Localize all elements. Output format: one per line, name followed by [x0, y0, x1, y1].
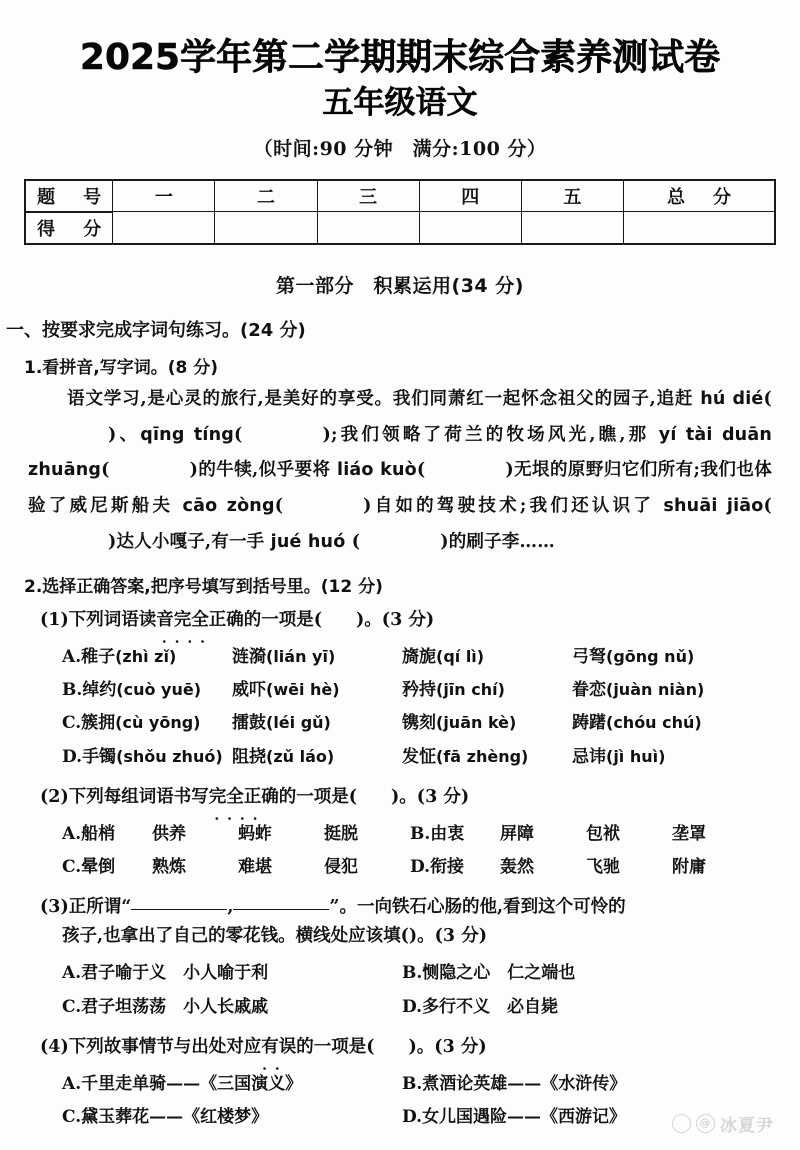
option-c-word-3-cell: 难堪 — [238, 857, 272, 878]
option-a-pinyin-4: (gōng nǔ) — [606, 647, 695, 667]
q2-1-number: (1) — [40, 610, 69, 631]
option-c[interactable] — [62, 1101, 402, 1134]
q2-3-stem-post: ”。一向铁石心肠的他,看到这个可怜的 — [329, 897, 626, 918]
option-b-word-1: 绰约 — [82, 680, 117, 701]
option-b-text: 恻隐之心 仁之端也 — [422, 963, 576, 984]
q2-1-stem-tail: )。(3 分) — [356, 610, 435, 631]
option-a-text: 君子喻于义 小人喻于利 — [81, 963, 269, 984]
option-d-pinyin-2: (zǔ láo) — [266, 746, 335, 766]
option-row-ab[interactable] — [62, 818, 800, 851]
option-d-cell-1 — [62, 741, 232, 774]
option-d-group-label — [410, 851, 500, 884]
option-b-cell-4 — [572, 674, 742, 707]
q1-pinyin-2: qīng tíng — [140, 424, 235, 445]
option-c-pinyin-2: (léi gǔ) — [266, 713, 331, 733]
option-d-word-2: 阻挠 — [232, 746, 266, 767]
option-d-word-4: 忌讳 — [572, 746, 606, 767]
option-d-text: 多行不义 必自毙 — [422, 996, 559, 1017]
question-2-title: 2.选择正确答案,把序号填写到括号里。(12 分) — [24, 577, 383, 598]
option-b-word-2-cell: 屏障 — [500, 823, 534, 844]
option-d-text: 女儿国遇险——《西游记》 — [422, 1106, 627, 1127]
q2-1-stem-emph: 读音完全正确 — [138, 610, 244, 631]
option-c-group-label — [62, 851, 152, 884]
option-a-pinyin-2: (lián yī) — [266, 647, 336, 667]
q1-pinyin-7: jué huó — [270, 532, 346, 553]
option-c-word-4: 踌躇 — [572, 713, 606, 734]
section-1-title: 一、按要求完成字词句练习。(24 分) — [6, 319, 306, 341]
score-table — [24, 179, 776, 245]
option-row-a[interactable] — [62, 641, 800, 674]
q2-1-stem-post: 的一项是( — [243, 610, 323, 631]
q1-pinyin-1: hú dié — [700, 388, 764, 409]
option-b-pinyin-2: (wēi hè) — [266, 680, 340, 700]
score-table-col-5: 五 — [521, 180, 623, 212]
option-b-cell-2 — [232, 674, 402, 707]
option-a-pinyin-3: (qí lì) — [436, 647, 485, 667]
question-2-1-options — [62, 641, 800, 774]
option-b-cell-3 — [402, 674, 572, 707]
option-b-word-3-cell: 包袱 — [586, 823, 620, 844]
q2-3-fill-blank-1[interactable] — [131, 909, 227, 910]
q2-4-stem-pre: 下列故事情节与出处对应 — [68, 1036, 262, 1057]
option-d-cell-3 — [402, 741, 572, 774]
option-c-word-4-cell: 侵犯 — [324, 857, 358, 878]
q1-text-3: );我们领略了荷兰的牧场风光,瞧,那 — [322, 424, 659, 445]
question-2-3-stem-line1 — [40, 894, 800, 921]
option-a-word-3: 旖旎 — [402, 647, 436, 668]
option-d-label: D. — [402, 996, 423, 1017]
option-a-word-1: 稚子 — [81, 647, 116, 668]
option-b-word-4: 眷恋 — [572, 680, 606, 701]
option-a-cell-2 — [232, 641, 402, 674]
q1-text-2: )、 — [108, 424, 141, 445]
score-table-col-1: 一 — [113, 180, 215, 212]
option-c-pinyin-4: (chóu chú) — [606, 713, 702, 733]
option-a-word-2: 涟漪 — [232, 647, 266, 668]
option-b-pinyin-4: (juàn niàn) — [606, 680, 705, 700]
option-b-label: B. — [410, 823, 431, 844]
option-b-word-3: 矜持 — [402, 680, 436, 701]
q2-4-emphasis — [261, 1036, 297, 1073]
page-title: 2025学年第二学期期末综合素养测试卷 — [79, 37, 721, 78]
option-b-text: 煮酒论英雄——《水浒传》 — [422, 1073, 627, 1094]
emphasis-dots: ．．．． — [214, 804, 273, 823]
option-a-cell-1 — [62, 641, 232, 674]
option-d[interactable] — [402, 991, 742, 1024]
score-table-col-2: 二 — [215, 180, 317, 212]
option-b[interactable] — [402, 1068, 742, 1101]
q2-3-fill-blank-2[interactable] — [233, 909, 329, 910]
option-d-word-3: 发怔 — [402, 746, 436, 767]
score-table-col-3: 三 — [317, 180, 419, 212]
option-c-word-3: 镌刻 — [402, 713, 436, 734]
option-c-pinyin-1: (cù yōng) — [115, 713, 201, 733]
option-d-cell-2 — [232, 741, 402, 774]
option-c-cell-3 — [402, 707, 572, 740]
option-d-label: D. — [402, 1106, 423, 1127]
q2-4-stem-tail: )。(3 分) — [408, 1036, 487, 1057]
option-row-b[interactable] — [62, 674, 800, 707]
option-d-pinyin-3: (fā zhèng) — [436, 746, 529, 766]
question-2-4-stem — [40, 1034, 800, 1073]
option-c-label: C. — [62, 996, 82, 1017]
option-c-label: C. — [62, 1106, 82, 1127]
score-cell-5[interactable] — [521, 212, 623, 244]
option-row-cd[interactable] — [62, 851, 800, 884]
q1-pinyin-3: yí tài duān zhuāng — [28, 424, 772, 481]
q1-text-5: )无垠的原野归它们所有;我们也体验了威尼斯船夫 — [28, 460, 772, 517]
score-table-col-4: 四 — [419, 180, 521, 212]
option-b-label: B. — [402, 963, 423, 984]
q2-2-stem-tail: )。(3 分) — [391, 786, 470, 807]
option-row-d[interactable] — [62, 741, 800, 774]
q2-2-stem-emph: 完全正确 — [208, 786, 279, 807]
question-2-1-stem — [40, 607, 800, 647]
q2-2-number: (2) — [40, 786, 69, 807]
option-a-label: A. — [62, 647, 82, 668]
option-row-c[interactable] — [62, 707, 800, 740]
option-c-cell-1 — [62, 707, 232, 740]
option-b-label: B. — [62, 680, 83, 701]
q1-pinyin-6: shuāi jiāo — [663, 496, 764, 517]
option-a-label: A. — [62, 963, 82, 984]
option-c-word-1: 簇拥 — [81, 713, 116, 734]
option-a-word-4-cell: 挺脱 — [324, 823, 358, 844]
option-c-pinyin-3: (juān kè) — [436, 713, 517, 733]
option-c-cell-2 — [232, 707, 402, 740]
option-b-cell-1 — [62, 674, 232, 707]
option-b-word-2: 威吓 — [232, 680, 266, 701]
option-d-label: D. — [410, 857, 431, 878]
option-b[interactable] — [402, 957, 742, 990]
option-a-word-2-cell: 供养 — [152, 823, 186, 844]
option-a-label: A. — [62, 823, 82, 844]
option-a-cell-3 — [402, 641, 572, 674]
q2-3-stem-line2: 孩子,也拿出了自己的零花钱。横线处应该填( — [62, 926, 409, 947]
option-c[interactable] — [62, 991, 402, 1024]
score-cell-4[interactable] — [419, 212, 521, 244]
option-c-label: C. — [62, 713, 82, 734]
option-d-word-2-cell: 轰然 — [500, 857, 534, 878]
question-2-3-options — [62, 957, 800, 1023]
option-d-word-4-cell: 附庸 — [672, 857, 706, 878]
q2-3-stem-pre: 正所谓“ — [68, 897, 132, 918]
option-b-group-label — [410, 818, 500, 851]
option-d-label: D. — [62, 746, 83, 767]
option-b-pinyin-3: (jīn chí) — [436, 680, 505, 700]
q1-text-1: 语文学习,是心灵的旅行,是美好的享受。我们同萧红一起怀念祖父的园子,追赶 — [66, 388, 701, 409]
question-1-paragraph: 语文学习,是心灵的旅行,是美好的享受。我们同萧红一起怀念祖父的园子,追赶 hú dié()、qīng tíng( );我们领略了荷兰的牧场风光,瞧,那 yí tài duān zhuāng( )的牛犊,似乎要将 liáo kuò( )无垠的原野归它们所有;我们也体验了威尼斯船夫 cāo zòng( )自如的驾驶技术;我们还认识了 shuāi jiāo()达人小嘎子,有一手 jué huó ( )的刷子李…… — [28, 388, 772, 553]
q1-pinyin-4: liáo kuò — [337, 460, 417, 481]
option-d-word-1: 衔接 — [430, 857, 465, 878]
score-cell-total[interactable] — [624, 212, 776, 244]
baidu-paw-icon — [672, 1114, 691, 1133]
option-row-cd[interactable] — [62, 991, 800, 1024]
q2-3-stem-tail: )。(3 分) — [408, 926, 487, 947]
question-2-2-options — [62, 818, 800, 884]
option-c-text: 黛玉葬花——《红楼梦》 — [81, 1106, 269, 1127]
option-row-ab[interactable] — [62, 1068, 800, 1101]
score-table-row-label: 题 号 — [25, 180, 113, 212]
score-cell-3[interactable] — [317, 212, 419, 244]
watermark — [672, 1111, 774, 1136]
question-2-3-stem-line2 — [62, 923, 800, 950]
q1-text-7: )达人小嘎子,有一手 — [108, 532, 271, 553]
option-c-label: C. — [62, 857, 82, 878]
option-row-ab[interactable] — [62, 957, 800, 990]
option-b-pinyin-1: (cuò yuē) — [116, 680, 202, 700]
option-a-word-1: 船梢 — [81, 823, 116, 844]
q2-4-number: (4) — [40, 1036, 69, 1057]
part-heading: 第一部分 积累运用(34 分) — [276, 274, 524, 297]
option-d-pinyin-4: (jì huì) — [606, 746, 666, 766]
q1-text-8: )的刷子李…… — [440, 532, 555, 553]
exam-info: （时间:90 分钟 满分:100 分） — [253, 137, 547, 160]
q2-3-number: (3) — [40, 897, 69, 918]
option-d-cell-4 — [572, 741, 742, 774]
option-b-word-4-cell: 垄罩 — [672, 823, 706, 844]
option-a[interactable] — [62, 1068, 402, 1101]
score-table-col-total: 总 分 — [624, 180, 776, 212]
option-d-word-1: 手镯 — [82, 746, 117, 767]
option-b-label: B. — [402, 1073, 423, 1094]
q2-1-stem-pre: 下列词语 — [68, 610, 139, 631]
option-b-word-1: 由衷 — [430, 823, 465, 844]
q2-1-emphasis — [138, 610, 244, 647]
q1-text-4: )的牛犊,似乎要将 — [189, 460, 337, 481]
option-a-word-4: 弓弩 — [572, 647, 606, 668]
q1-text-6: )自如的驾驶技术;我们还认识了 — [363, 496, 664, 517]
q2-2-stem-pre: 下列每组词语书写 — [68, 786, 209, 807]
question-2-2-stem — [40, 784, 800, 823]
score-table-row-label-score: 得 分 — [25, 212, 113, 244]
score-cell-2[interactable] — [215, 212, 317, 244]
at-sign-icon: @ — [696, 1114, 715, 1133]
option-a[interactable] — [62, 957, 402, 990]
option-c-word-2-cell: 熟炼 — [152, 857, 186, 878]
option-a-text: 千里走单骑——《三国演义》 — [81, 1073, 303, 1094]
watermark-username: 冰夏尹 — [720, 1116, 774, 1136]
q2-4-stem-emph: 有误 — [261, 1036, 297, 1057]
option-a-cell-4 — [572, 641, 742, 674]
score-cell-1[interactable] — [113, 212, 215, 244]
page-subtitle: 五年级语文 — [322, 84, 478, 121]
option-c-word-1: 晕倒 — [81, 857, 116, 878]
q2-3-stem-mid: , — [227, 897, 234, 918]
option-c-cell-4 — [572, 707, 742, 740]
option-a-pinyin-1: (zhì zǐ) — [115, 647, 177, 667]
q2-4-stem-post: 的一项是( — [296, 1036, 375, 1057]
q2-2-stem-post: 的一项是( — [278, 786, 358, 807]
q2-2-emphasis — [208, 786, 279, 823]
option-d-pinyin-1: (shǒu zhuó) — [116, 746, 223, 766]
q1-pinyin-5: cāo zòng — [182, 496, 275, 517]
emphasis-dots: ．． — [262, 1054, 296, 1073]
option-c-word-2: 擂鼓 — [232, 713, 266, 734]
score-table-wrapper — [24, 179, 776, 245]
question-1-title: 1.看拼音,写字词。(8 分) — [24, 357, 219, 378]
option-d-word-3-cell: 飞驰 — [586, 857, 620, 878]
table-row-header — [25, 180, 775, 212]
table-row-scores — [25, 212, 775, 244]
option-a-group-label — [62, 818, 152, 851]
emphasis-dots: ．．．． — [161, 628, 221, 647]
option-a-word-3-cell: 蚂蚱 — [238, 823, 272, 844]
option-a-label: A. — [62, 1073, 82, 1094]
option-c-text: 君子坦荡荡 小人长戚戚 — [81, 996, 269, 1017]
